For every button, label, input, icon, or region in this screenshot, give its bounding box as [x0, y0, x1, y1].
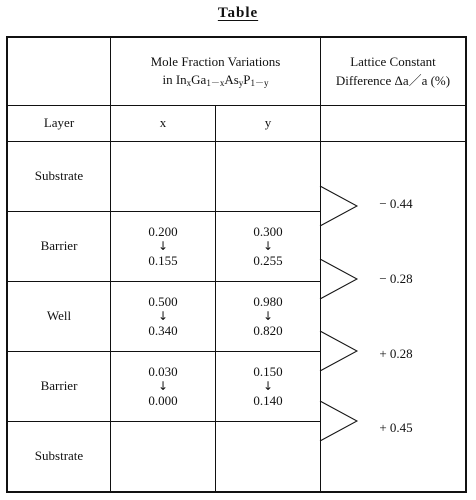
down-arrow-icon: ↓ [262, 378, 274, 393]
y-to-value: 0.140 [253, 393, 283, 409]
layer-name: Barrier [40, 238, 78, 254]
interface-marker-3 [320, 331, 357, 371]
header-mole-sub-y: y [238, 78, 244, 89]
y-variation-cell [216, 352, 320, 421]
down-arrow-icon: ↓ [262, 308, 274, 323]
header-mole-line1: Mole Fraction Variations [150, 53, 281, 69]
y-variation-cell [216, 282, 320, 351]
layer-cell [8, 422, 110, 491]
lattice-diff-2 [360, 269, 432, 289]
x-variation-cell [111, 282, 215, 351]
y-variation-cell [216, 212, 320, 281]
lattice-diff-value: − 0.28 [379, 270, 413, 286]
down-arrow-icon: ↓ [262, 238, 274, 253]
y-to-value: 0.255 [253, 253, 283, 269]
subheader-layer [8, 106, 110, 141]
lattice-diff-value: + 0.28 [379, 345, 413, 361]
layer-cell [8, 352, 110, 421]
down-arrow-icon: ↓ [157, 378, 169, 393]
header-mole-sub-x: x [186, 78, 192, 89]
x-from-value: 0.500 [148, 294, 178, 310]
interface-marker-4 [320, 401, 357, 441]
x-to-value: 0.000 [148, 393, 178, 409]
subheader-layer-text: Layer [43, 115, 75, 131]
x-to-value: 0.340 [148, 323, 178, 339]
y-from-value: 0.150 [253, 364, 283, 380]
layer-name: Substrate [34, 168, 84, 184]
layer-cell [8, 212, 110, 281]
header-mole-p: P [243, 72, 251, 88]
x-from-value: 0.030 [148, 364, 178, 380]
header-lattice [321, 38, 465, 105]
interface-marker-2 [320, 259, 357, 299]
x-variation-cell [111, 212, 215, 281]
lattice-diff-value: + 0.45 [379, 419, 413, 435]
header-mole-fraction [111, 38, 320, 105]
lattice-diff-4 [360, 418, 432, 438]
header-lattice-line1: Lattice Constant [350, 53, 436, 69]
y-from-value: 0.980 [253, 294, 283, 310]
x-from-value: 0.200 [148, 224, 178, 240]
header-mole-sub-1mx: 1－x [206, 78, 225, 89]
subheader-y [216, 106, 320, 141]
header-lattice-line2: Difference Δa／a (%) [335, 72, 451, 88]
x-to-value: 0.155 [148, 253, 178, 269]
header-mole-ga: Ga [191, 72, 207, 88]
header-mole-sub-1my: 1－y [250, 78, 269, 89]
lattice-diff-1 [360, 194, 432, 214]
header-mole-line2 [162, 71, 268, 90]
x-variation-cell [111, 352, 215, 421]
layer-name: Barrier [40, 378, 78, 394]
table-title: Table [217, 5, 259, 21]
layer-cell [8, 142, 110, 211]
subheader-x-text: x [159, 115, 167, 131]
header-mole-as: As [224, 72, 239, 88]
layer-cell [8, 282, 110, 351]
interface-marker-1 [320, 186, 357, 226]
subheader-y-text: y [264, 115, 272, 131]
down-arrow-icon: ↓ [157, 308, 169, 323]
lattice-diff-value: − 0.44 [379, 195, 413, 211]
y-to-value: 0.820 [253, 323, 283, 339]
layer-name: Well [46, 308, 72, 324]
subheader-x [111, 106, 215, 141]
layer-name: Substrate [34, 448, 84, 464]
down-arrow-icon: ↓ [157, 238, 169, 253]
lattice-diff-3 [360, 344, 432, 364]
y-from-value: 0.300 [253, 224, 283, 240]
header-mole-in: in In [162, 72, 187, 88]
